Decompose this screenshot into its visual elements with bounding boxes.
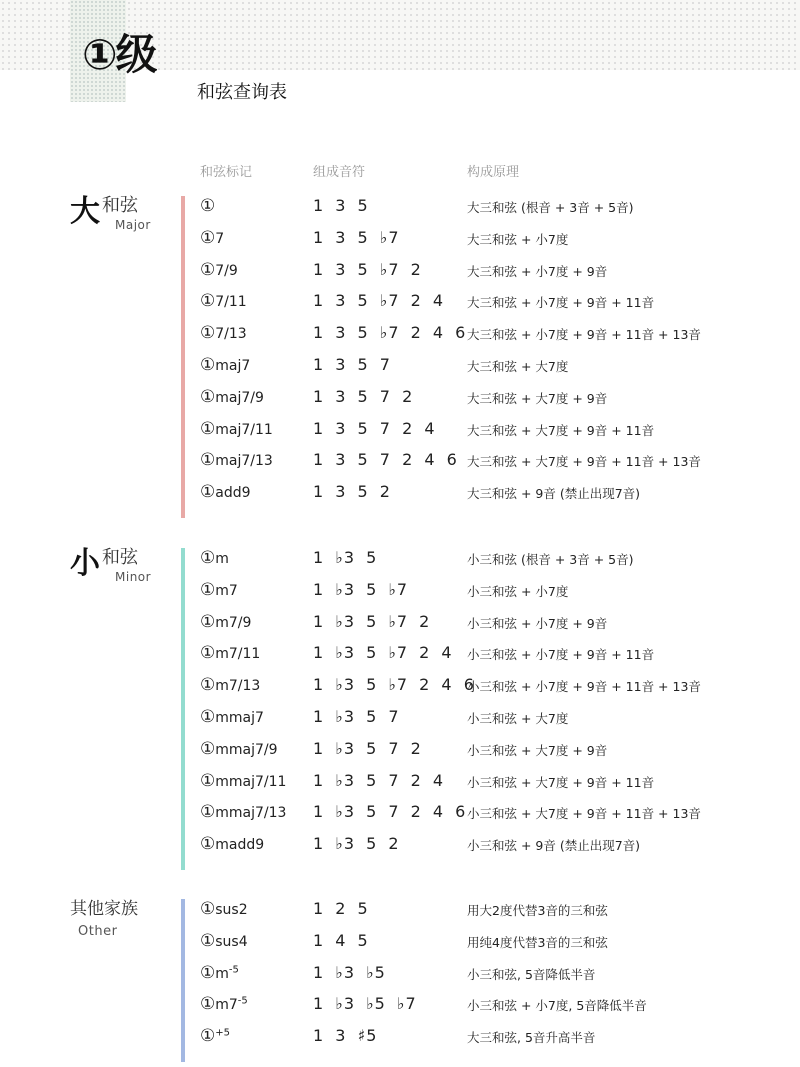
chord-notes: 1 3 5 ♭7 2 4 6 [313,323,467,343]
category-chinese: 和弦 [102,547,138,568]
chord-notes: 1 3 5 7 2 4 6 [313,450,458,470]
chord-notes: 1 ♭3 5 ♭7 [313,579,409,599]
category-english: Other [78,924,118,939]
chord-notes: 1 3 5 ♭7 2 4 [313,291,445,311]
chord-description: 小三和弦 + 大7度 + 9音 [467,742,608,758]
chord-row [0,387,800,419]
column-header-name: 和弦标记 [200,165,253,180]
chord-symbol [200,355,250,375]
chord-symbol [200,323,247,343]
root-symbol: ① [200,994,216,1015]
root-symbol: ① [200,834,216,855]
chord-notes: 1 3 5 ♭7 [313,227,400,247]
chord-notes: 1 3 5 7 2 [313,386,414,406]
chord-suffix: m [215,965,229,982]
chord-row [0,580,800,612]
chord-symbol [200,675,260,695]
chord-description: 小三和弦, 5音降低半音 [467,966,596,982]
chord-description: 大三和弦 + 大7度 + 9音 + 11音 [467,422,655,438]
root-symbol: ① [200,418,216,439]
chord-description: 小三和弦 + 大7度 + 9音 + 11音 [467,774,655,790]
chord-row [0,931,800,963]
chord-description: 小三和弦 + 小7度, 5音降低半音 [467,998,647,1014]
chord-description: 大三和弦, 5音升高半音 [467,1030,596,1046]
chord-symbol [200,1026,230,1046]
root-symbol: ① [200,355,216,375]
chord-description: 大三和弦 + 大7度 [467,359,569,374]
chord-notes: 1 ♭3 5 7 2 4 6 [313,802,467,822]
chord-notes: 1 3 5 [313,196,369,215]
chord-suffix: m7 [215,582,238,599]
chord-description: 小三和弦 (根音 + 3音 + 5音) [467,552,634,567]
chord-description: 小三和弦 + 小7度 + 9音 + 11音 + 13音 [467,679,701,695]
chord-symbol [200,548,229,568]
chord-row [0,643,800,675]
chord-symbol [200,802,286,822]
chord-row [0,963,800,995]
chord-description: 小三和弦 + 小7度 [467,583,569,599]
chord-description: 大三和弦 + 9音 (禁止出现7音) [467,486,641,502]
root-symbol: ① [200,738,216,759]
chord-description: 大三和弦 + 小7度 [467,231,569,247]
chord-symbol [200,291,247,311]
chord-suffix: maj7 [215,358,251,374]
chord-symbol [200,450,273,470]
chord-symbol [200,612,251,632]
page-title: ①级 [82,30,156,79]
chord-description: 大三和弦 (根音 + 3音 + 5音) [467,200,634,215]
chord-row [0,675,800,707]
chord-row [0,419,800,451]
root-symbol: ① [200,962,216,983]
root-symbol: ① [200,1026,216,1047]
chord-symbol [200,228,224,248]
chord-notes: 1 ♭3 5 7 2 4 [313,770,445,790]
category-english: Minor [115,570,152,584]
chord-notes: 1 ♭3 5 ♭7 2 [313,611,431,631]
chord-notes: 1 3 5 7 2 4 [313,418,436,438]
column-header-desc: 构成原理 [467,165,520,180]
chord-suffix: mmaj7/13 [215,805,287,822]
chord-suffix: 7/11 [215,294,247,311]
chord-row [0,355,800,387]
chord-symbol [200,643,260,663]
category-big-char: 大 [70,194,100,229]
chord-suffix: maj7/13 [215,453,273,470]
chord-symbol [200,707,264,727]
chord-symbol [200,963,239,983]
chord-row [0,196,800,228]
chord-description: 大三和弦 + 大7度 + 9音 [467,390,608,406]
chord-row [0,1026,800,1058]
chord-symbol [200,899,248,919]
chord-description: 小三和弦 + 9音 (禁止出现7音) [467,838,641,854]
chord-row [0,899,800,931]
chord-row [0,739,800,771]
chord-notes: 1 ♭3 5 ♭7 2 4 [313,643,453,663]
chord-suffix: 7 [215,230,225,247]
chord-suffix: m7/11 [215,646,261,663]
root-symbol: ① [200,930,216,951]
chord-notes: 1 ♭3 ♭5 ♭7 [313,994,417,1014]
chord-suffix: m [215,551,229,567]
root-symbol: ① [200,899,216,919]
chord-suffix: 7/13 [215,326,247,343]
chord-notes: 1 3 5 2 [313,482,391,502]
chord-row [0,450,800,482]
chord-row [0,291,800,323]
chord-row [0,802,800,834]
chord-symbol [200,196,215,216]
chord-symbol [200,994,248,1014]
chord-row [0,707,800,739]
category-chinese: 和弦 [102,195,138,216]
root-symbol: ① [200,643,216,664]
root-symbol: ① [200,482,216,503]
chord-suffix: mmaj7/11 [215,773,287,790]
root-symbol: ① [200,259,216,280]
chord-notes: 1 ♭3 5 2 [313,834,400,854]
chord-description: 小三和弦 + 大7度 [467,711,569,726]
chord-notes: 1 ♭3 ♭5 [313,962,386,982]
chord-row [0,994,800,1026]
chord-symbol [200,260,238,280]
column-header-notes: 组成音符 [313,165,366,180]
chord-suffix: sus4 [215,933,248,950]
chord-suffix: add9 [215,485,251,502]
chord-description: 小三和弦 + 小7度 + 9音 [467,615,608,631]
root-symbol: ① [200,227,216,248]
page-subtitle: 和弦查询表 [197,82,287,103]
chord-suffix: maj7/9 [215,389,264,406]
root-symbol: ① [200,323,216,344]
chord-notes: 1 ♭3 5 ♭7 2 4 6 [313,675,475,695]
chord-symbol [200,834,264,854]
chord-notes: 1 3 5 ♭7 2 [313,259,422,279]
chord-notes: 1 3 5 7 [313,355,391,374]
chord-suffix: m7/9 [215,614,252,631]
chord-notes: 1 ♭3 5 [313,548,378,567]
root-symbol: ① [200,802,216,823]
chord-superscript: +5 [215,1027,230,1039]
chord-description: 小三和弦 + 大7度 + 9音 + 11音 + 13音 [467,806,701,822]
chord-row [0,834,800,866]
chord-suffix: sus2 [215,902,248,918]
chord-row [0,771,800,803]
chord-suffix: maj7/11 [215,421,273,438]
chord-symbol [200,771,286,791]
chord-description: 大三和弦 + 小7度 + 9音 + 11音 [467,295,655,311]
chord-description: 大三和弦 + 小7度 + 9音 [467,263,608,279]
root-symbol: ① [200,770,216,791]
chord-suffix: 7/9 [215,262,238,279]
root-symbol: ① [200,548,216,568]
root-symbol: ① [200,579,216,600]
chord-superscript: -5 [237,995,248,1007]
root-symbol: ① [200,291,216,312]
root-symbol: ① [200,386,216,407]
chord-suffix: m7/13 [215,678,261,695]
chord-description: 小三和弦 + 小7度 + 9音 + 11音 [467,647,655,663]
chord-description: 大三和弦 + 大7度 + 9音 + 11音 + 13音 [467,454,701,470]
chord-symbol [200,419,273,439]
root-symbol: ① [200,450,216,471]
chord-row [0,482,800,514]
chord-description: 大三和弦 + 小7度 + 9音 + 11音 + 13音 [467,327,701,343]
chord-row [0,260,800,292]
chord-suffix: mmaj7/9 [215,741,278,758]
chord-description: 用大2度代替3音的三和弦 [467,903,608,918]
chord-suffix: madd9 [215,837,265,854]
root-symbol: ① [200,675,216,696]
category-chinese: 其他家族 [70,899,138,919]
chord-symbol [200,580,238,600]
chord-suffix: mmaj7 [215,710,264,726]
chord-row [0,228,800,260]
root-symbol: ① [200,611,216,632]
category-english: Major [115,218,151,232]
chord-notes: 1 3 ♯5 [313,1026,378,1046]
chord-symbol [200,387,264,407]
chord-notes: 1 ♭3 5 7 [313,707,400,726]
root-symbol: ① [200,707,216,727]
chord-superscript: -5 [228,963,239,975]
category-big-char: 小 [70,546,100,581]
chord-symbol [200,482,251,502]
chord-description: 用纯4度代替3音的三和弦 [467,934,608,950]
chord-notes: 1 2 5 [313,899,369,918]
chord-notes: 1 ♭3 5 7 2 [313,738,422,758]
chord-row [0,548,800,580]
root-symbol: ① [200,196,216,216]
chord-row [0,612,800,644]
chord-symbol [200,931,248,951]
chord-row [0,323,800,355]
chord-symbol [200,739,278,759]
chord-suffix: m7 [215,997,238,1014]
chord-notes: 1 4 5 [313,930,369,950]
